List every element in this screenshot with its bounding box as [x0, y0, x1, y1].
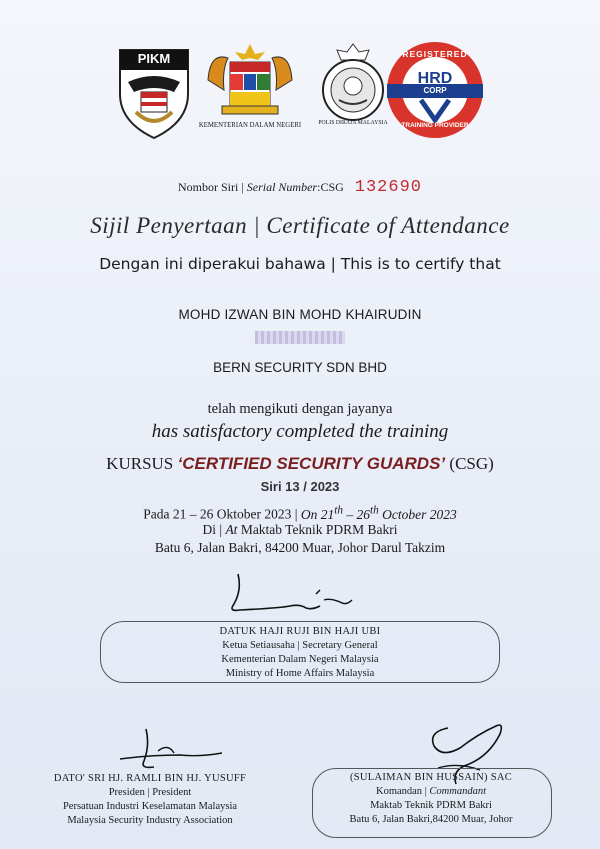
pdrm-emblem [317, 42, 389, 139]
hrd-provider-text: TRAINING PROVIDER [401, 122, 469, 129]
signatory-2-block [20, 772, 280, 828]
signature-2 [110, 725, 230, 773]
hrd-corp-badge [385, 40, 485, 145]
serial-label-ms: Nombor Siri [178, 180, 239, 194]
venue-address: Batu 6, Jalan Bakri, 84200 Muar, Johor Darul Takzim [154, 540, 446, 555]
signatory-3-block [312, 771, 550, 827]
signatory-2-org-ms: Persatuan Industri Keselamatan Malaysia [62, 801, 238, 812]
course-dates: Pada 21 – 26 Oktober 2023 | On 21th – 26th October 2023 [143, 504, 457, 522]
date-en: On 21th – 26th October 2023 [300, 504, 457, 522]
completion-text-en: has satisfactory completed the training [151, 421, 449, 442]
title-en: Certificate of Attendance [266, 213, 510, 238]
signatory-1-block [100, 625, 500, 681]
redacted-id-number [255, 331, 345, 344]
date-ms: Pada 21 – 26 Oktober 2023 [143, 506, 292, 522]
signatory-2-title: Presiden | President [108, 787, 192, 798]
hrd-brand-text: HRD [417, 70, 453, 87]
venue-name: Maktab Teknik PDRM Bakri [240, 522, 398, 537]
course-title [0, 454, 600, 474]
venue-en: At [225, 522, 238, 537]
recipient-company: BERN SECURITY SDN BHD [213, 360, 387, 375]
hrd-registered-text: REGISTERED [402, 49, 468, 59]
signatory-3-title: Komandan | Commandant [375, 786, 487, 797]
signatory-2-name: DATO' SRI HJ. RAMLI BIN HJ. YUSUFF [53, 773, 247, 784]
signatory-1-name: DATUK HAJI RUJI BIN HAJI UBI [219, 626, 381, 637]
completion-text-ms: telah mengikuti dengan jayanya [207, 401, 393, 417]
certify-statement: Dengan ini diperakui bahawa | This is to certify that [99, 255, 501, 273]
recipient-name: MOHD IZWAN BIN MOHD KHAIRUDIN [178, 307, 422, 322]
signatory-3-address: Batu 6, Jalan Bakri,84200 Muar, Johor [349, 814, 513, 825]
signatory-1-org-en: Ministry of Home Affairs Malaysia [225, 668, 375, 679]
signatory-3-name: (SULAIMAN BIN HUSSAIN) SAC [349, 772, 513, 783]
signatory-1-title: Ketua Setiausaha | Secretary General [222, 640, 378, 651]
jata-negara-emblem [198, 40, 302, 129]
hrd-corp-text: CORP [423, 86, 447, 95]
serial-number-value: 132690 [354, 178, 422, 197]
serial-label-en: Serial Number [246, 180, 318, 194]
signatory-2-org-en: Malaysia Security Industry Association [67, 815, 233, 826]
title-ms: Sijil Penyertaan [90, 213, 248, 238]
serial-number-row: Nombor Siri | Serial Number:CSG 132690 [178, 178, 422, 197]
pikm-logo [114, 42, 194, 147]
serial-prefix: CSG [320, 180, 344, 194]
course-code: (CSG) [449, 454, 494, 473]
pdrm-caption: POLIS DIRAJA MALAYSIA [318, 120, 388, 126]
signature-1 [220, 570, 370, 620]
ministry-caption: KEMENTERIAN DALAM NEGERI [198, 122, 302, 129]
signatory-1-org-ms: Kementerian Dalam Negeri Malaysia [221, 654, 379, 665]
signatory-3-org: Maktab Teknik PDRM Bakri [370, 800, 492, 811]
course-venue: Di | At Maktab Teknik PDRM Bakri [202, 522, 398, 537]
course-series: Siri 13 / 2023 [260, 479, 340, 494]
course-prefix: KURSUS [106, 454, 174, 473]
certificate-title: Sijil Penyertaan | Certificate of Attendance [90, 213, 510, 238]
venue-ms: Di [202, 522, 216, 537]
pikm-logo-text: PIKM [137, 51, 171, 66]
course-name: ‘CERTIFIED SECURITY GUARDS’ [177, 454, 446, 473]
